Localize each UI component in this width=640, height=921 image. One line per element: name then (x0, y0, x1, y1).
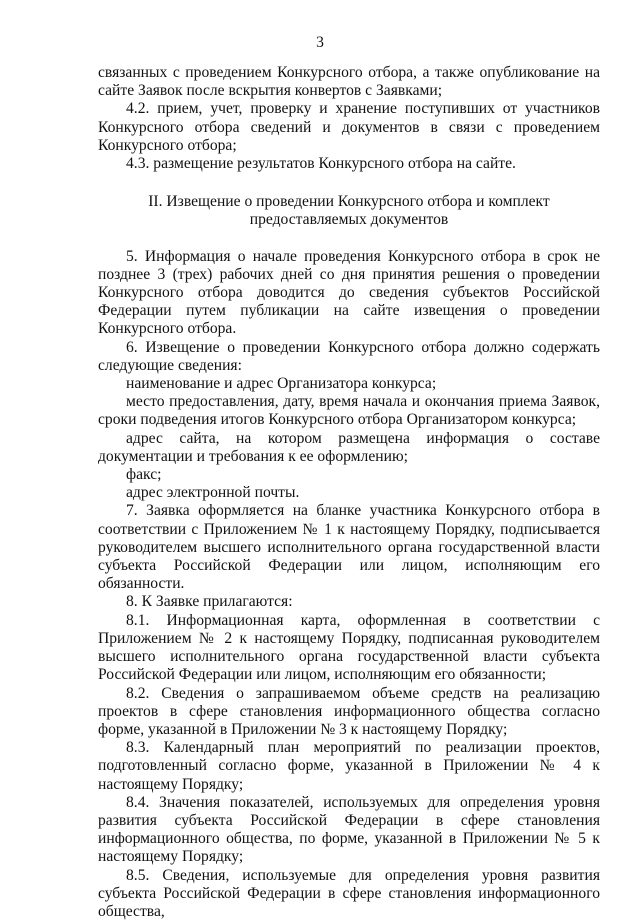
paragraph-8-3: 8.3. Календарный план мероприятий по реализации проектов, подготовленный согласно форме, указанной в Приложении № 4 к настоящему Порядку; (98, 739, 600, 793)
paragraph-8-2: 8.2. Сведения о запрашиваемом объеме средств на реализацию проектов в сфере становления информационного общества согласно форме, указанной в Приложении № 3 к настоящему Порядку; (98, 684, 600, 738)
list-item-fax: факс; (126, 466, 162, 484)
list-item-website: адрес сайта, на котором размещена информация о составе документации и требования к ее оформлению; (98, 429, 600, 465)
paragraph-8-4: 8.4. Значения показателей, используемых для определения уровня развития субъекта Российской Федерации в сфере становления информационного общества, по форме, указанной в Приложении № 5 к настоящему Порядку; (98, 793, 600, 866)
paragraph-continuation: связанных с проведением Конкурсного отбора, а также опубликование на сайте Заявок после вскрытия конвертов с Заявками; (98, 64, 600, 100)
paragraph-4-2: 4.2. прием, учет, проверку и хранение поступивших от участников Конкурсного отбора сведений и документов в связи с проведением Конкурсного отбора; (98, 100, 600, 154)
page-number: 3 (316, 34, 324, 51)
section-heading-line-2: предоставляемых документов (249, 211, 449, 229)
paragraph-7: 7. Заявка оформляется на бланке участника Конкурсного отбора в соответствии с Приложением № 1 к настоящему Порядку, подписывается руководителем высшего исполнительного органа государственной власти субъекта Российской Федерации или лицом, исполняющим его обязанности. (98, 502, 600, 593)
paragraph-8-5: 8.5. Сведения, используемые для определения уровня развития субъекта Российской Федерации в сфере становления информационного общества, (98, 866, 600, 920)
section-heading-line-1: II. Извещение о проведении Конкурсного отбора и комплект (148, 193, 550, 211)
paragraph-6: 6. Извещение о проведении Конкурсного отбора должно содержать следующие сведения: (98, 338, 600, 374)
list-item-place-date: место предоставления, дату, время начала и окончания приема Заявок, сроки подведения итогов Конкурсного отбора Организатором конкурса; (98, 393, 600, 429)
paragraph-8: 8. К Заявке прилагаются: (126, 593, 293, 611)
paragraph-8-1: 8.1. Информационная карта, оформленная в соответствии с Приложением № 2 к настоящему Порядку, подписанная руководителем высшего исполнительного органа государственной власти субъекта Российской Федерации или лицом, исполняющим его обязанности; (98, 611, 600, 684)
paragraph-4-3: 4.3. размещение результатов Конкурсного отбора на сайте. (126, 155, 516, 173)
paragraph-5: 5. Информация о начале проведения Конкурсного отбора в срок не позднее 3 (трех) рабочих дней со дня принятия решения о проведении Конкурсного отбора доводится до сведения субъектов Российской Федерации путем публикации на сайте извещения о проведении Конкурсного отбора. (98, 247, 600, 338)
list-item-organizer: наименование и адрес Организатора конкурса; (126, 375, 437, 393)
section-heading (98, 193, 600, 229)
list-item-email: адрес электронной почты. (126, 484, 300, 502)
document-body (98, 64, 600, 921)
